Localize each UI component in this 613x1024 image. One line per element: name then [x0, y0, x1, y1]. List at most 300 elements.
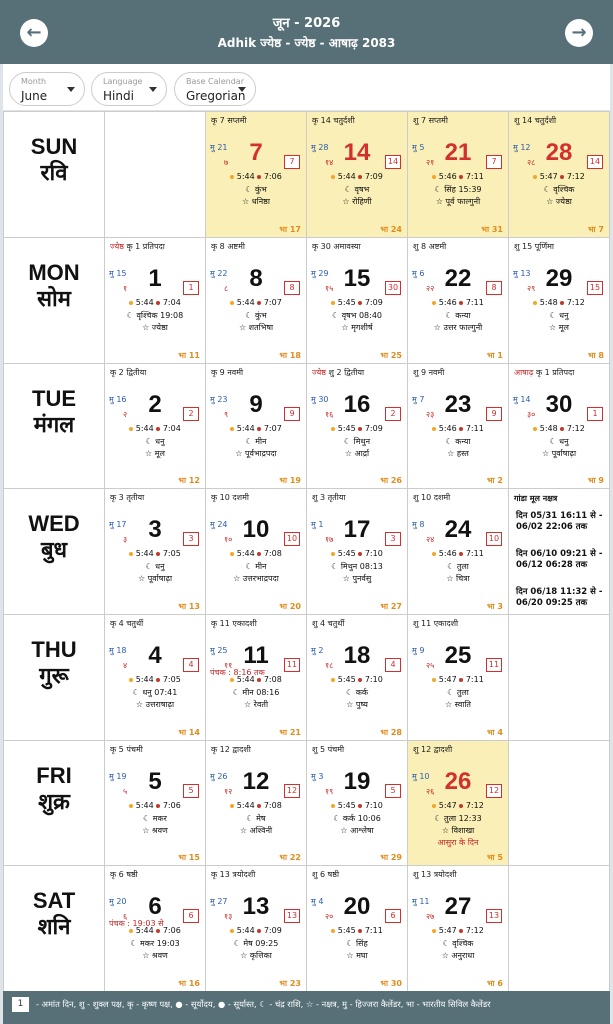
indian-civil-day: भा 7: [587, 225, 604, 234]
star-icon: ☆: [135, 700, 146, 709]
indian-civil-day: भा 18: [279, 351, 301, 360]
sunset-icon: [156, 301, 160, 305]
star-icon: ☆: [346, 951, 357, 960]
hijri-day: मु 22: [210, 269, 228, 278]
gregorian-date: 17: [343, 516, 371, 543]
day-cell[interactable]: [105, 866, 206, 992]
rashi-text: मेष: [256, 814, 266, 823]
rashi-text: कुंभ: [254, 185, 267, 194]
tithi-text: शु 4 चतुर्थी: [312, 619, 345, 628]
sunrise-time: 5:44: [236, 172, 255, 181]
nakshatra: [408, 950, 508, 961]
sunrise-icon: [432, 804, 436, 808]
tithi-label: [211, 618, 257, 629]
sunrise-time: 5:44: [135, 926, 154, 935]
sunset-time: 7:10: [364, 801, 383, 810]
indian-civil-day: भा 29: [380, 853, 402, 862]
day-cell[interactable]: [206, 238, 307, 364]
rashi-text: मीन: [255, 562, 267, 571]
sunrise-time: 5:44: [135, 298, 154, 307]
rashi-text: धनु: [559, 437, 569, 446]
amanta-day: 3: [385, 532, 401, 546]
hijri-day: मु 7: [412, 395, 425, 404]
hijri-day: मु 5: [412, 143, 425, 152]
day-cell[interactable]: [105, 741, 206, 866]
sunset-icon: [257, 301, 261, 305]
day-cell[interactable]: [206, 866, 307, 992]
sunset-icon: [358, 678, 362, 682]
tithi-text: कृ 7 सप्तमी: [211, 116, 247, 125]
sunrise-time: 5:44: [135, 549, 154, 558]
tithi-label: [110, 869, 138, 880]
nakshatra: [105, 825, 205, 836]
sun-times: [105, 926, 205, 935]
sunset-icon: [156, 427, 160, 431]
nakshatra-text: पुनर्वसु: [352, 574, 372, 583]
star-icon: ☆: [441, 826, 452, 835]
sunset-time: 7:09: [263, 926, 282, 935]
star-icon: ☆: [441, 951, 452, 960]
rashi-text: सिंह: [355, 939, 368, 948]
day-label-cell: [4, 615, 105, 741]
rashi-text: कुंभ: [254, 311, 267, 320]
hindu-month-marker: ज्येष्ठ: [110, 242, 124, 251]
sunrise-time: 5:47: [539, 172, 558, 181]
sun-times: [408, 675, 508, 684]
nakshatra: [307, 448, 407, 459]
gregorian-date: 7: [249, 139, 263, 166]
indian-civil-day: भा 26: [380, 476, 402, 485]
day-cell[interactable]: [307, 866, 408, 992]
amanta-day: 8: [486, 281, 502, 295]
nakshatra-text: मृगशीर्ष: [351, 323, 373, 332]
nakshatra-text: अनुराधा: [451, 951, 475, 960]
moon-icon: ☾: [331, 562, 341, 571]
sunrise-icon: [432, 175, 436, 179]
weekday-english: TUE: [32, 386, 76, 411]
ganda-line: दिन 06/10 09:21 से - 06/12 06:28 तक: [516, 549, 603, 571]
tithi-text: कृ 3 तृतीया: [110, 493, 145, 502]
rashi-text: वृषभ 08:40: [341, 311, 382, 320]
tithi-label: [110, 744, 143, 755]
moon-rashi: [307, 310, 407, 321]
nakshatra: [307, 573, 407, 584]
day-cell[interactable]: [105, 364, 206, 489]
tithi-label: [110, 618, 143, 629]
tithi-text: कृ 14 चतुर्दशी: [312, 116, 355, 125]
gregorian-date: 12: [242, 768, 270, 795]
sunrise-icon: [432, 552, 436, 556]
hijri-day: मु 28: [311, 143, 329, 152]
star-icon: ☆: [344, 449, 355, 458]
sunrise-time: 5:45: [337, 675, 356, 684]
day-label-cell: [4, 489, 105, 615]
tithi-label: [211, 115, 247, 126]
nakshatra-text: मूल: [558, 323, 569, 332]
moon-icon: ☾: [245, 562, 256, 571]
moon-rashi: [105, 436, 205, 447]
amanta-day: 10: [284, 532, 300, 546]
amanta-day: 3: [183, 532, 199, 546]
nakshatra: [509, 196, 609, 207]
sunset-icon: [358, 427, 362, 431]
sunset-time: 7:08: [263, 549, 282, 558]
nakshatra-text: रोहिणी: [352, 197, 372, 206]
hindi-numeral: ११: [224, 661, 233, 670]
day-cell[interactable]: [307, 238, 408, 364]
star-icon: ☆: [242, 197, 252, 206]
legend-bar: [3, 991, 610, 1024]
day-label-cell: [4, 741, 105, 866]
nakshatra: [509, 322, 609, 333]
sunset-icon: [459, 301, 463, 305]
amanta-day: 7: [284, 155, 300, 169]
sunset-time: 7:11: [465, 675, 484, 684]
sunrise-icon: [331, 804, 335, 808]
amanta-day: 30: [385, 281, 401, 295]
moon-rashi: [408, 561, 508, 572]
ganda-line: दिन 05/31 16:11 से - 06/02 22:06 तक: [516, 511, 603, 533]
moon-rashi: [206, 813, 306, 824]
sun-times: [105, 801, 205, 810]
hindi-numeral: १३: [224, 912, 233, 921]
star-icon: ☆: [235, 449, 245, 458]
gregorian-date: 6: [148, 893, 162, 920]
indian-civil-day: भा 5: [486, 853, 503, 862]
moon-rashi: [307, 813, 407, 824]
rashi-text: कर्क: [355, 688, 368, 697]
day-label-cell: [4, 866, 105, 992]
moon-rashi: [408, 184, 508, 195]
sunset-icon: [156, 929, 160, 933]
indian-civil-day: भा 8: [587, 351, 604, 360]
tithi-text: शु 5 पंचमी: [312, 745, 345, 754]
star-icon: ☆: [240, 951, 250, 960]
day-cell[interactable]: [206, 364, 307, 489]
nakshatra-text: पूर्वाषाढ़ा: [551, 449, 577, 458]
sunset-icon: [459, 678, 463, 682]
gregorian-date: 27: [444, 893, 472, 920]
sunrise-icon: [129, 552, 133, 556]
moon-icon: ☾: [245, 437, 256, 446]
nakshatra-text: उत्तराषाढ़ा: [145, 700, 175, 709]
sunset-icon: [156, 552, 160, 556]
sunset-time: 7:04: [162, 424, 181, 433]
rashi-text: धनु: [155, 437, 165, 446]
amanta-day: 10: [486, 532, 502, 546]
sunset-icon: [257, 929, 261, 933]
gregorian-date: 30: [545, 391, 573, 418]
amanta-day: 1: [183, 281, 199, 295]
sunrise-time: 5:45: [337, 424, 356, 433]
tithi-text: कृ 1 प्रतिपदा: [535, 368, 575, 377]
star-icon: ☆: [239, 826, 250, 835]
hijri-day: मु 6: [412, 269, 425, 278]
weekday-hindi: सोम: [37, 286, 71, 311]
sun-times: [105, 298, 205, 307]
rashi-text: कर्क 10:06: [342, 814, 381, 823]
sunset-icon: [459, 552, 463, 556]
day-cell[interactable]: [105, 615, 206, 741]
rashi-text: कन्या: [455, 437, 471, 446]
day-cell[interactable]: [408, 615, 509, 741]
sunrise-icon: [331, 929, 335, 933]
gregorian-date: 20: [343, 893, 371, 920]
next-month-icon[interactable]: →: [565, 19, 593, 47]
nakshatra: [105, 322, 205, 333]
sun-times: [307, 926, 407, 935]
hindi-numeral: २०: [325, 912, 334, 921]
rashi-text: धनु 07:41: [142, 688, 178, 697]
sunrise-time: 5:44: [236, 675, 255, 684]
sun-times: [105, 675, 205, 684]
sunset-icon: [358, 175, 362, 179]
moon-icon: ☾: [145, 437, 156, 446]
day-cell: [509, 615, 610, 741]
sun-times: [509, 424, 609, 433]
prev-month-icon[interactable]: ←: [20, 19, 48, 47]
star-icon: ☆: [243, 700, 254, 709]
language-select[interactable]: [91, 72, 167, 106]
hijri-day: मु 10: [412, 772, 430, 781]
nakshatra: [307, 699, 407, 710]
sunrise-icon: [533, 301, 537, 305]
hindu-month-marker: ज्येष्ठ: [312, 368, 326, 377]
hijri-day: मु 4: [311, 897, 324, 906]
nakshatra-text: ज्येष्ठा: [555, 197, 572, 206]
base-calendar-select[interactable]: [174, 72, 256, 106]
indian-civil-day: भा 24: [380, 225, 402, 234]
sun-times: [206, 926, 306, 935]
hindi-numeral: २५: [426, 661, 435, 670]
indian-civil-day: भा 13: [178, 602, 200, 611]
amanta-day: 14: [385, 155, 401, 169]
moon-icon: ☾: [447, 562, 457, 571]
sunset-icon: [459, 175, 463, 179]
gregorian-date: 11: [243, 642, 269, 669]
indian-civil-day: भा 12: [178, 476, 200, 485]
hindi-numeral: २७: [426, 912, 435, 921]
day-cell[interactable]: [408, 364, 509, 489]
tithi-label: [413, 241, 446, 252]
moon-rashi: [105, 687, 205, 698]
star-icon: ☆: [142, 323, 152, 332]
day-cell[interactable]: [307, 364, 408, 489]
sunset-time: 7:12: [566, 298, 585, 307]
nakshatra-text: हस्त: [456, 449, 469, 458]
moon-rashi: [408, 687, 508, 698]
sunset-time: 7:06: [162, 926, 181, 935]
sun-times: [105, 549, 205, 558]
nakshatra: [105, 699, 205, 710]
moon-rashi: [307, 561, 407, 572]
sunset-time: 7:08: [263, 801, 282, 810]
hijri-day: मु 27: [210, 897, 228, 906]
nakshatra: [307, 196, 407, 207]
sun-times: [408, 926, 508, 935]
day-cell[interactable]: [408, 112, 509, 238]
indian-civil-day: भा 9: [587, 476, 604, 485]
sunrise-icon: [432, 929, 436, 933]
day-cell[interactable]: [408, 741, 509, 866]
day-cell[interactable]: [307, 489, 408, 615]
indian-civil-day: भा 16: [178, 979, 200, 988]
day-cell[interactable]: [307, 741, 408, 866]
sunset-time: 7:07: [263, 298, 282, 307]
sunset-icon: [358, 301, 362, 305]
day-cell[interactable]: [206, 489, 307, 615]
amanta-day: 9: [486, 407, 502, 421]
nakshatra: [509, 448, 609, 459]
moon-icon: ☾: [447, 688, 457, 697]
sunset-time: 7:06: [162, 801, 181, 810]
star-icon: ☆: [446, 574, 457, 583]
sunrise-time: 5:46: [438, 298, 457, 307]
rashi-text: धनु: [155, 562, 165, 571]
star-icon: ☆: [341, 323, 352, 332]
gregorian-date: 21: [444, 139, 472, 166]
weekday-english: SAT: [32, 888, 76, 913]
sunset-time: 7:11: [465, 172, 484, 181]
sun-times: [307, 801, 407, 810]
nakshatra-text: पूर्वभाद्रपदा: [244, 449, 277, 458]
tithi-text: कृ 8 अष्टमी: [211, 242, 245, 251]
amanta-day: 8: [284, 281, 300, 295]
sunset-time: 7:05: [162, 675, 181, 684]
sunrise-time: 5:47: [438, 801, 457, 810]
rashi-text: मेष 09:25: [243, 939, 279, 948]
star-icon: ☆: [435, 197, 446, 206]
day-cell[interactable]: [509, 112, 610, 238]
moon-icon: ☾: [233, 939, 244, 948]
sunrise-icon: [432, 678, 436, 682]
sunset-time: 7:12: [566, 424, 585, 433]
gregorian-date: 8: [249, 265, 263, 292]
day-cell[interactable]: [307, 112, 408, 238]
hijri-day: मु 17: [109, 520, 127, 529]
day-cell[interactable]: [509, 364, 610, 489]
tithi-text: कृ 10 दशमी: [211, 493, 249, 502]
day-cell[interactable]: [408, 489, 509, 615]
sunset-time: 7:12: [465, 926, 484, 935]
ganda-title: गांडा मूल नक्षत्र: [514, 494, 558, 503]
amanta-day: 12: [486, 784, 502, 798]
sun-times: [307, 675, 407, 684]
tithi-label: [312, 744, 344, 755]
amanta-day: 13: [486, 909, 502, 923]
moon-rashi: [206, 687, 306, 698]
moon-icon: ☾: [445, 437, 456, 446]
indian-civil-day: भा 31: [481, 225, 503, 234]
nakshatra-text: उत्तर फाल्गुनी: [443, 323, 483, 332]
month-select-value: June: [21, 89, 48, 103]
rashi-text: वृषभ: [354, 185, 370, 194]
day-cell[interactable]: [105, 238, 206, 364]
star-icon: ☆: [541, 449, 552, 458]
sunrise-icon: [230, 804, 234, 808]
hindi-numeral: १४: [325, 158, 334, 167]
hijri-day: मु 24: [210, 520, 228, 529]
calendar-grid: [3, 111, 610, 991]
nakshatra: [408, 448, 508, 459]
sunset-time: 7:11: [465, 424, 484, 433]
moon-icon: ☾: [345, 688, 356, 697]
day-cell[interactable]: [408, 866, 509, 992]
month-select[interactable]: [9, 72, 85, 106]
amanta-day: 5: [183, 784, 199, 798]
tithi-label: [413, 618, 458, 629]
day-cell[interactable]: [408, 238, 509, 364]
nakshatra: [307, 322, 407, 333]
weekday-hindi: शनि: [37, 914, 71, 939]
weekday-english: SUN: [30, 134, 78, 159]
language-select-value: Hindi: [103, 89, 134, 103]
moon-rashi: [206, 310, 306, 321]
sunrise-icon: [230, 301, 234, 305]
moon-icon: ☾: [331, 311, 342, 320]
sunrise-icon: [230, 678, 234, 682]
hijri-day: मु 2: [311, 646, 324, 655]
moon-rashi: [509, 184, 609, 195]
gregorian-date: 5: [148, 768, 162, 795]
chevron-down-icon: [149, 87, 157, 92]
nakshatra: [408, 573, 508, 584]
star-icon: ☆: [546, 197, 556, 206]
nakshatra-text: उत्तरभाद्रपदा: [242, 574, 279, 583]
sun-times: [105, 424, 205, 433]
nakshatra-text: अश्विनी: [249, 826, 273, 835]
amanta-day: 5: [385, 784, 401, 798]
nakshatra-text: मघा: [356, 951, 368, 960]
day-cell[interactable]: [206, 741, 307, 866]
day-cell: [105, 112, 206, 238]
weekday-english: THU: [31, 637, 77, 662]
weekday-hindi: बुध: [40, 537, 68, 562]
sunrise-time: 5:46: [438, 172, 457, 181]
day-cell[interactable]: [105, 489, 206, 615]
sunrise-icon: [230, 427, 234, 431]
weekday-hindi: रवि: [40, 160, 68, 185]
calendar-header: [0, 0, 613, 64]
language-select-label: Language: [103, 77, 143, 86]
tithi-text: कृ 11 एकादशी: [211, 619, 257, 628]
amanta-day: 14: [587, 155, 603, 169]
nakshatra: [206, 950, 306, 961]
hijri-day: मु 12: [513, 143, 531, 152]
sunrise-time: 5:48: [539, 424, 558, 433]
star-icon: ☆: [549, 323, 559, 332]
hijri-day: मु 25: [210, 646, 228, 655]
hindi-numeral: २३: [426, 410, 435, 419]
rashi-text: वृश्चिक: [553, 185, 575, 194]
tithi-text: कृ 2 द्वितीया: [110, 368, 147, 377]
day-cell[interactable]: [307, 615, 408, 741]
moon-rashi: [509, 436, 609, 447]
rashi-text: मीन: [255, 437, 267, 446]
rashi-text: तुला 12:33: [444, 814, 482, 823]
day-cell[interactable]: [509, 238, 610, 364]
nakshatra-text: मूल: [154, 449, 165, 458]
indian-civil-day: भा 23: [279, 979, 301, 988]
gregorian-date: 16: [343, 391, 371, 418]
hijri-day: मु 18: [109, 646, 127, 655]
hindi-numeral: २८: [527, 158, 536, 167]
day-cell[interactable]: [206, 615, 307, 741]
hindi-numeral: ३: [123, 535, 128, 544]
sunrise-time: 5:44: [236, 298, 255, 307]
day-cell[interactable]: [206, 112, 307, 238]
moon-rashi: [105, 938, 205, 949]
